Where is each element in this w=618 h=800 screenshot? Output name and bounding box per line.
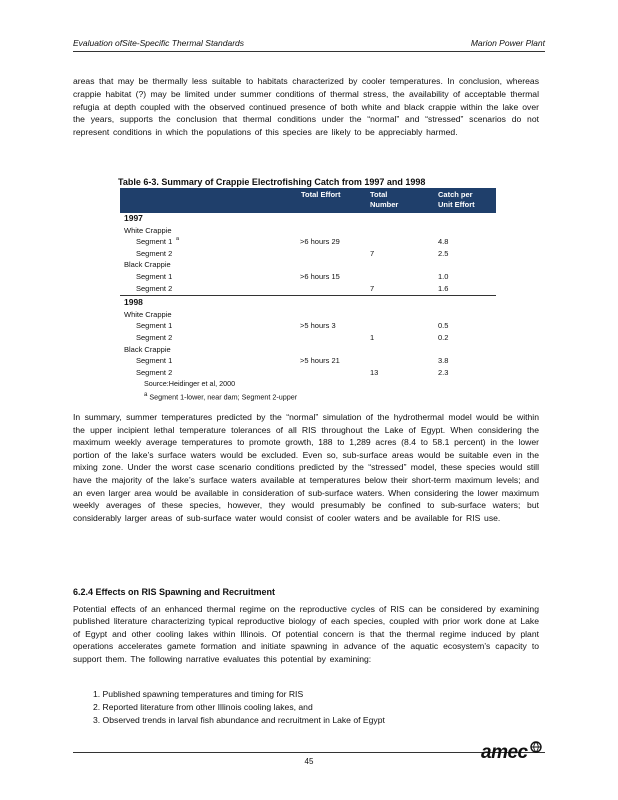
paragraph-summary: In summary, summer temperatures predicted by the “normal” simulation of the hydrothermal model would be within the upper incipient lethal temperature tolerances of all RIS throughout the Lake of Egypt. When considering the maximum weekly average temperatures to promote growth, 188 to 1,289 acres (8.4 to 58.1 percent) in the lower portion of the lake’s surface waters would be excluded. Even so, sub-surface areas would be suitable even in the mixing zone. Under the worst case scenario conditions predicted by the “stressed” model, these species would still have the majority of the lake’s surface waters available at temperatures below their short-term maximum levels; and an even larger area would be available in consideration of sub-surface waters. When considering the lower maximum weekly averages of these species, however, they would presumably be confined to sub-surface waters; but considerably larger areas of sub-surface water would consist of cooler waters and be available for RIS use. — [73, 412, 539, 523]
table-row — [120, 283, 496, 295]
paragraph-spawning: Potential effects of an enhanced thermal regime on the reproductive cycles of RIS can be considered by examining published literature characterizing typical reproductive biology of each species, coupled with prior work done at Lake of Egypt and other cooling lakes within Illinois. Of potential concern is that the thermal regime induced by plant operations accelerates gamete formation and initiate spawning in advance of the aquatic ecosystem’s capacity to support them. The following narrative evaluates this potential by examining: — [73, 604, 539, 664]
segment-label: Segment 2 — [136, 283, 173, 293]
table-row — [120, 355, 496, 367]
species-row — [120, 309, 496, 321]
list-item: 3. Observed trends in larval fish abundance and recruitment in Lake of Egypt — [93, 715, 385, 725]
page-number: 45 — [304, 757, 314, 766]
segment-label: Segment 1 — [136, 356, 173, 366]
table-row — [120, 236, 496, 248]
year-label: 1997 — [124, 213, 143, 223]
total-effort-cell: >6 hours 15 — [300, 271, 340, 281]
footnote-line — [144, 390, 297, 403]
cpue-cell: 4.8 — [438, 237, 449, 247]
segment-label: Segment 2 — [136, 332, 173, 342]
year-row — [120, 297, 496, 309]
total-number-cell: 7 — [370, 248, 375, 258]
species-row — [120, 259, 496, 271]
header-cpue-line1: Catch per — [438, 190, 473, 199]
table-row — [120, 248, 496, 260]
cpue-cell: 0.2 — [438, 332, 449, 342]
table-row — [120, 320, 496, 332]
segment-label: Segment 1 — [136, 321, 173, 331]
cpue-cell: 1.0 — [438, 271, 449, 281]
species-label: Black Crappie — [124, 344, 171, 354]
total-effort-cell: >5 hours 3 — [300, 321, 336, 331]
cpue-cell: 0.5 — [438, 321, 449, 331]
total-effort-cell: >5 hours 21 — [300, 356, 340, 366]
total-number-cell: 7 — [370, 283, 375, 293]
amec-logo: amec — [481, 742, 528, 763]
segment-label: Segment 2 — [136, 248, 173, 258]
year-label: 1998 — [124, 297, 143, 308]
list-item: 1. Published spawning temperatures and timing for RIS — [93, 689, 304, 699]
total-number-cell: 1 — [370, 332, 375, 342]
segment-footnote-marker: a — [176, 236, 180, 243]
paragraph-conclusion: areas that may be thermally less suitable to habitats characterized by cooler temperatures. In conclusion, whereas crappie habitat (?) may be limited under summer conditions of thermal stress, the availability of acceptable thermal refugia at depth coupled with the observed continued presence of both white and black crappie within the lake over the years, supports the conclusion that thermal conditions under the “normal” and “stressed” scenarios do not represent conditions in which the populations of this species are likely to be appreciably harmed. — [73, 76, 539, 138]
header-cpue-line2: Unit Effort — [438, 200, 475, 209]
year-row — [120, 213, 496, 225]
segment-label: Segment 1 — [136, 237, 173, 247]
table-footnote — [120, 390, 496, 402]
footer-rule — [73, 752, 545, 753]
total-effort-cell: >6 hours 29 — [300, 237, 340, 247]
year-divider — [120, 295, 496, 296]
segment-label: Segment 2 — [136, 367, 173, 377]
header-title: Evaluation ofSite-Specific Thermal Standards — [73, 38, 245, 48]
cpue-cell: 2.3 — [438, 367, 449, 377]
crappie-catch-table — [120, 188, 496, 402]
running-header — [73, 37, 545, 52]
table-header — [120, 188, 496, 213]
list-item: 2. Reported literature from other Illinois cooling lakes, and — [93, 702, 313, 712]
section-heading: 6.2.4 Effects on RIS Spawning and Recruitment — [73, 587, 276, 597]
globe-icon — [530, 741, 542, 753]
cpue-cell: 3.8 — [438, 356, 449, 366]
header-total-number-line1: Total — [370, 190, 388, 199]
table-row — [120, 367, 496, 379]
examination-list — [93, 688, 385, 727]
segment-label: Segment 1 — [136, 271, 173, 281]
source-note: Source:Heidinger et al, 2000 — [144, 379, 236, 389]
cpue-cell: 2.5 — [438, 248, 449, 258]
table-row — [120, 332, 496, 344]
table-source — [120, 378, 496, 390]
footnote-marker: a — [144, 391, 148, 398]
header-total-effort: Total Effort — [301, 190, 341, 199]
species-label: White Crappie — [124, 309, 172, 319]
species-label: Black Crappie — [124, 260, 171, 270]
header-total-number-line2: Number — [370, 200, 399, 209]
header-project: Marion Power Plant — [470, 38, 545, 48]
table-row — [120, 271, 496, 283]
footnote-text: Segment 1-lower, near dam; Segment 2-upper — [149, 392, 298, 402]
cpue-cell: 1.6 — [438, 283, 449, 293]
species-row — [120, 344, 496, 356]
species-label: White Crappie — [124, 225, 172, 235]
total-number-cell: 13 — [370, 367, 379, 377]
table-body — [120, 213, 496, 378]
table-caption: Table 6-3. Summary of Crappie Electrofishing Catch from 1997 and 1998 — [118, 177, 426, 187]
